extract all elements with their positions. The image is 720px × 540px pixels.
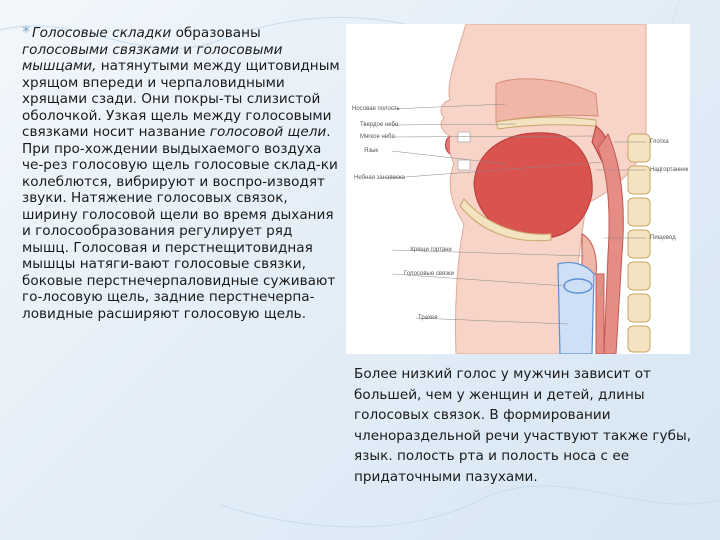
anatomy-figure — [346, 24, 690, 354]
figure-label: Хрящи гортани — [410, 247, 452, 253]
figure-label: Глотка — [650, 139, 669, 145]
figure-label: Язык — [364, 148, 379, 154]
right-text-block — [354, 364, 694, 487]
figure-label: Пищевод — [650, 235, 676, 241]
left-paragraph — [22, 24, 342, 322]
text-fragment: натянутыми между щитовидным хрящом впереди и черпаловидными хрящами сзади. Они покры-ты слизистой оболочкой. Узкая щель между голосовыми связками носит название — [22, 58, 340, 140]
figure-label: Надгортанник — [650, 167, 689, 173]
left-text-block — [22, 24, 342, 322]
text-fragment: . При про-хождении выдыхаемого воздуха че-рез голосовую щель голосовые склад-ки колеблются, вибрируют и воспро-изводят звуки. Натяжение голосовых связок, ширину голосовой щели во время дыхания и голосообразования регулирует ряд мышц. Голосовая и перстнещитовидная мышцы натяги-вают голосовые связки, боковые перстнечерпаловидные суживают го-лосовую щель, задние перстнечерпа-ловидные расширяют голосовую щель. — [22, 124, 338, 322]
term-glottis: голосовой щели — [209, 124, 327, 140]
text-fragment: образованы — [171, 25, 261, 41]
bullet-mark: * — [22, 22, 30, 41]
term-vocal-ligaments: голосовыми связками — [22, 41, 179, 58]
head-neck-section-illustration — [346, 24, 690, 354]
figure-label: Носовая полость — [352, 106, 400, 112]
figure-label: Твердое небо — [360, 122, 399, 128]
figure-label: Мягкое небо — [360, 134, 395, 140]
right-paragraph: Более низкий голос у мужчин зависит от большей, чем у женщин и детей, длины голосовых связок. В формировании членораздельной речи участвуют также губы, язык. полость рта и полость носа с ее придаточными пазухами. — [354, 366, 692, 485]
figure-label: Голосовые связки — [404, 271, 454, 277]
text-fragment: и — [178, 41, 197, 58]
figure-label: Небная занавеска — [354, 175, 405, 181]
term-vocal-muscles: голосовыми мышцами, — [22, 41, 283, 74]
term-vocal-folds: Голосовые складки — [32, 25, 172, 41]
figure-label: Трахея — [418, 315, 438, 321]
